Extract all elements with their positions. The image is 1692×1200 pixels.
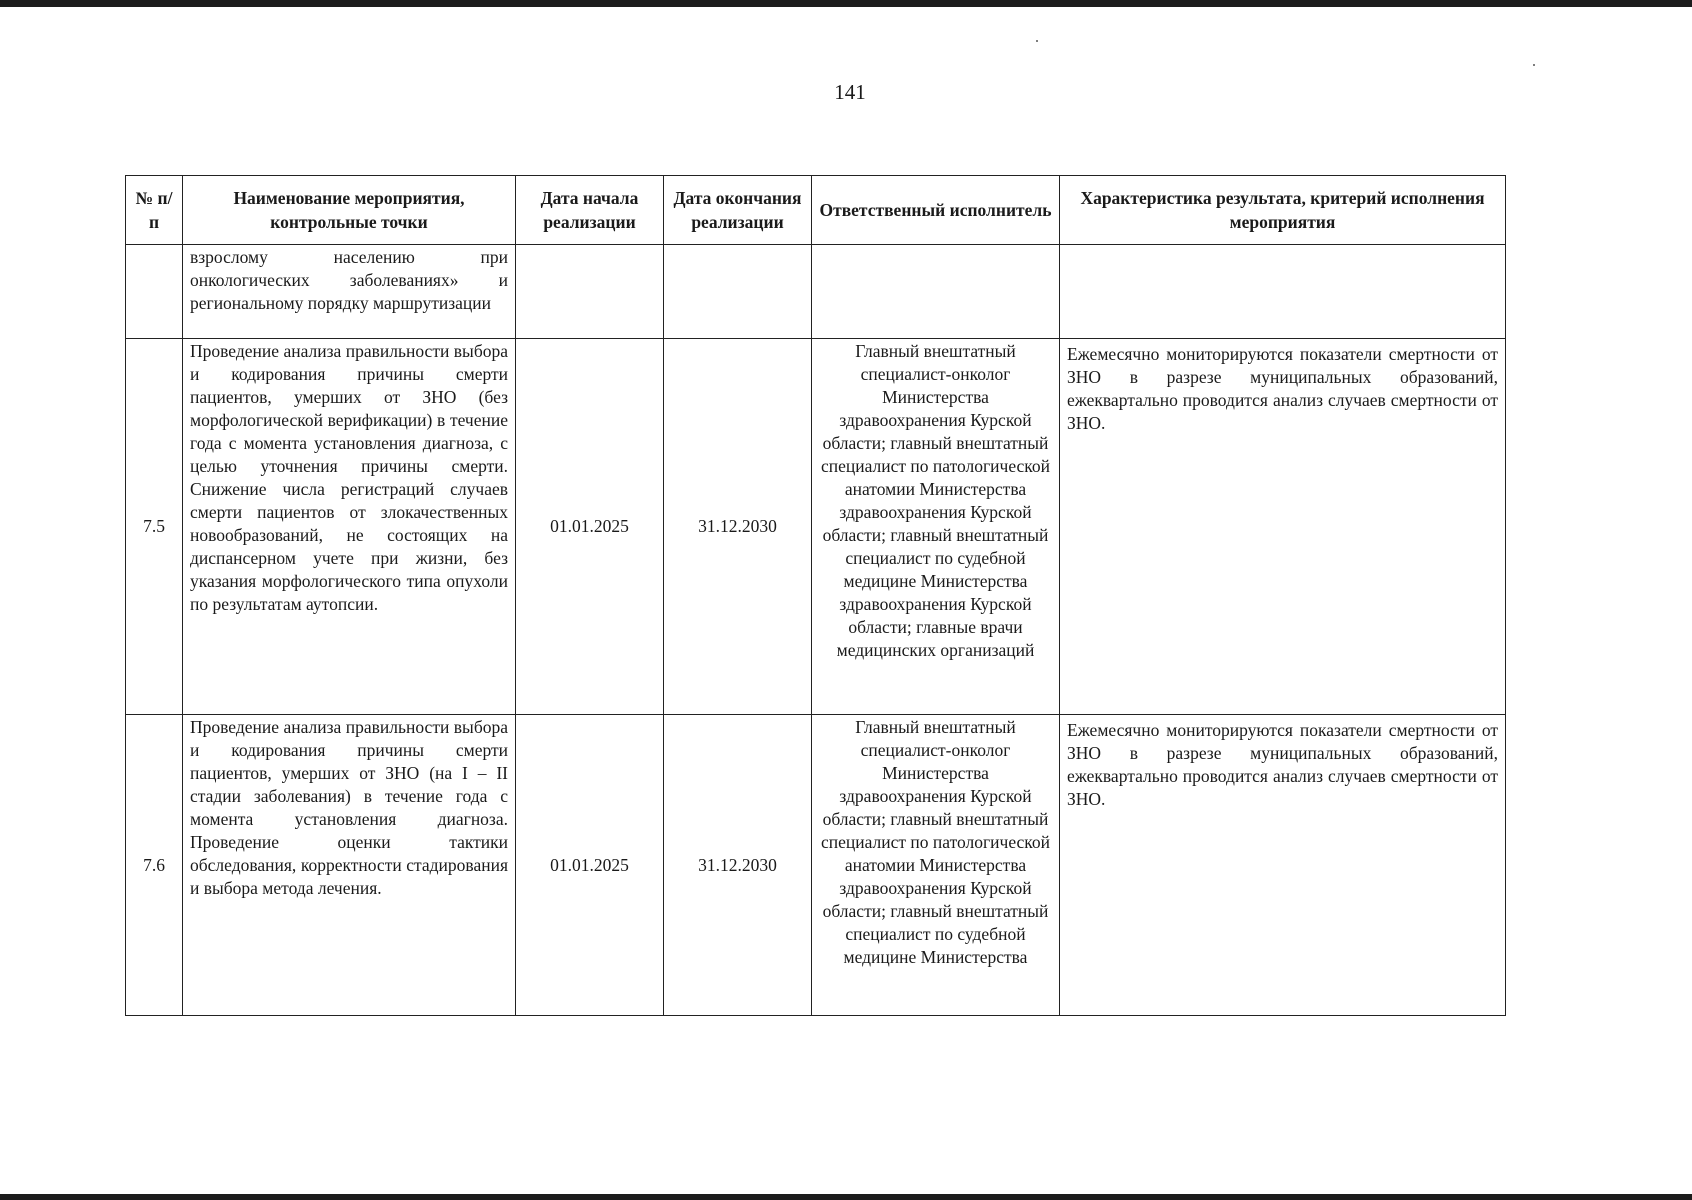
row-result-text: Ежемесячно мониторируются показатели смертности от ЗНО в разрезе муниципальных образований, ежеквартально проводится анализ случаев смертности от ЗНО. bbox=[1067, 720, 1498, 809]
row-name bbox=[183, 715, 516, 1016]
row-executor bbox=[812, 339, 1060, 715]
row-start-date: 01.01.2025 bbox=[516, 339, 664, 715]
scan-edge-top bbox=[0, 0, 1692, 7]
row-end-date: 31.12.2030 bbox=[664, 339, 812, 715]
header-result: Характеристика результата, критерий исполнения мероприятия bbox=[1060, 176, 1506, 245]
row-result-text: Ежемесячно мониторируются показатели смертности от ЗНО в разрезе муниципальных образований, ежеквартально проводится анализ случаев смертности от ЗНО. bbox=[1067, 344, 1498, 433]
header-name: Наименование мероприятия, контрольные точки bbox=[183, 176, 516, 245]
scan-speck bbox=[1533, 64, 1535, 66]
table-row bbox=[126, 245, 1506, 339]
table-row bbox=[126, 339, 1506, 715]
row-start-date: 01.01.2025 bbox=[516, 715, 664, 1016]
row-result bbox=[1060, 245, 1506, 339]
row-start-date bbox=[516, 245, 664, 339]
header-start-date: Дата начала реализации bbox=[516, 176, 664, 245]
row-name-text: взрослому населению при онкологических заболеваниях» и региональному порядку маршрутизации bbox=[190, 247, 508, 313]
row-name-text: Проведение анализа правильности выбора и кодирования причины смерти пациентов, умерших от ЗНО (без морфологической верификации) в течение года с момента установления диагноза, с целью уточнения причины смерти. Снижение числа регистраций случаев смерти пациентов от злокачественных новообразований, не состоящих на диспансерном учете при жизни, без указания морфологического типа опухоли по результатам аутопсии. bbox=[190, 341, 508, 614]
row-number: 7.6 bbox=[126, 715, 183, 1016]
row-end-date bbox=[664, 245, 812, 339]
table-row bbox=[126, 715, 1506, 1016]
header-end-date: Дата окончания реализации bbox=[664, 176, 812, 245]
row-number bbox=[126, 245, 183, 339]
row-result bbox=[1060, 715, 1506, 1016]
row-name bbox=[183, 339, 516, 715]
row-executor bbox=[812, 715, 1060, 1016]
scan-speck bbox=[1036, 40, 1038, 42]
row-number: 7.5 bbox=[126, 339, 183, 715]
row-name bbox=[183, 245, 516, 339]
row-executor-text: Главный внештатный специалист-онколог Министерства здравоохранения Курской области; главный внештатный специалист по патологической анатомии Министерства здравоохранения Курской области; главный внештатный специалист по судебной медицине Министерства bbox=[820, 717, 1051, 967]
scan-edge-bottom bbox=[0, 1194, 1692, 1200]
row-end-date: 31.12.2030 bbox=[664, 715, 812, 1016]
row-result bbox=[1060, 339, 1506, 715]
row-name-text: Проведение анализа правильности выбора и кодирования причины смерти пациентов, умерших от ЗНО (на I – II стадии заболевания) в течение года с момента установления диагноза. Проведение оценки тактики обследования, корректности стадирования и выбора метода лечения. bbox=[190, 717, 508, 898]
table-header-row bbox=[126, 176, 1506, 245]
page-number: 141 bbox=[834, 80, 866, 104]
measures-table bbox=[125, 175, 1506, 1016]
header-number: № п/п bbox=[126, 176, 183, 245]
row-executor bbox=[812, 245, 1060, 339]
header-executor: Ответственный исполнитель bbox=[812, 176, 1060, 245]
row-executor-text: Главный внештатный специалист-онколог Министерства здравоохранения Курской области; главный внештатный специалист по патологической анатомии Министерства здравоохранения Курской области; главный внештатный специалист по судебной медицине Министерства здравоохранения Курской области; главные врачи медицинских организаций bbox=[820, 341, 1051, 660]
